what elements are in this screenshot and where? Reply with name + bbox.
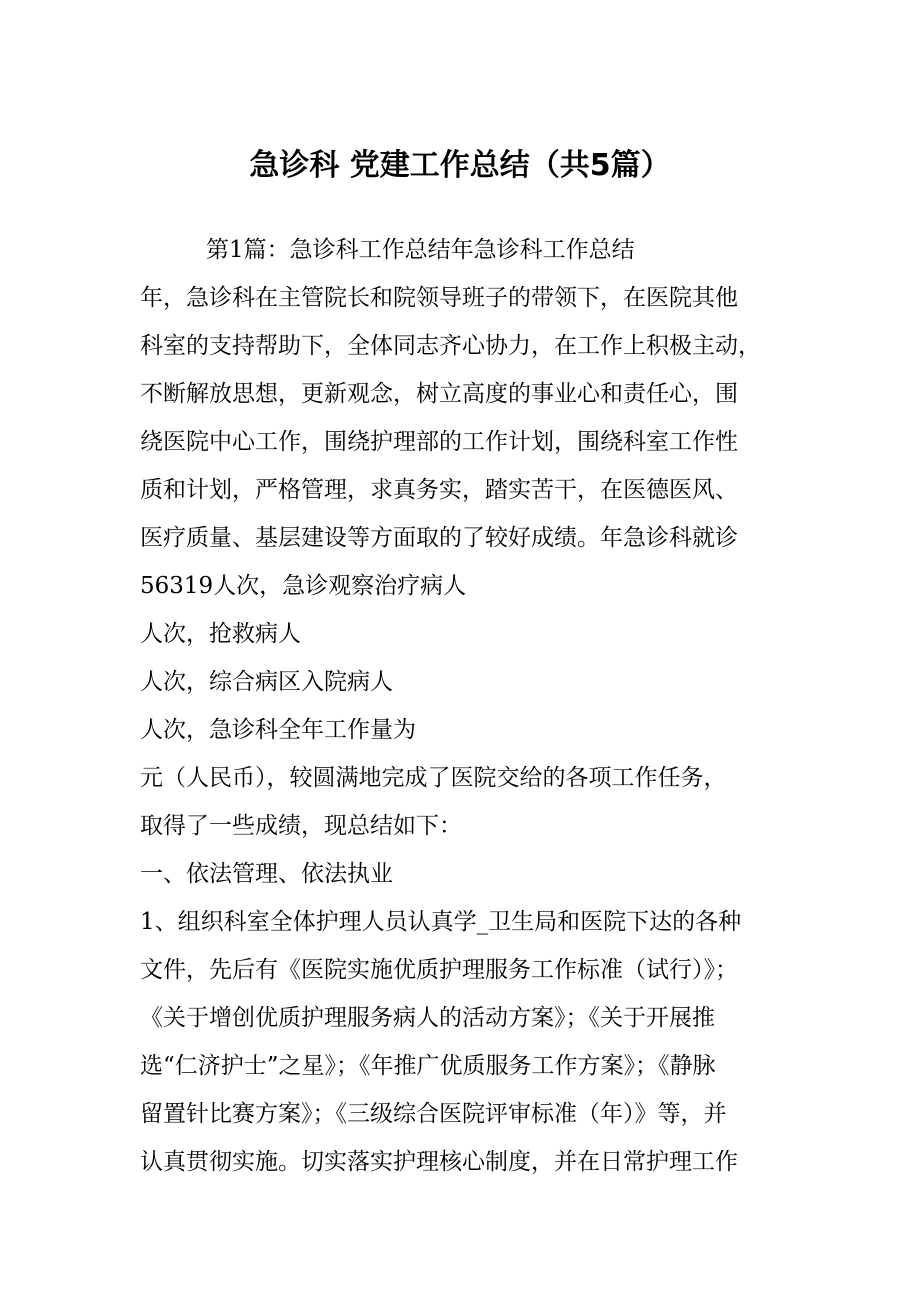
paragraph-line: 《关于增创优质护理服务病人的活动方案》；《关于开展推 (140, 1005, 715, 1031)
paragraph-line: 56319人次，急诊观察治疗病人 (140, 573, 467, 599)
paragraph-line: 年，急诊科在主管院长和院领导班子的带领下，在医院其他 (140, 285, 738, 311)
paragraph-line: 1、组织科室全体护理人员认真学_卫生局和医院下达的各种 (140, 909, 742, 935)
paragraph-line: 人次，抢救病人 (140, 621, 301, 647)
paragraph-line: 文件，先后有《医院实施优质护理服务工作标准（试行）》； (140, 957, 738, 983)
paragraph-line: 取得了一些成绩，现总结如下： (140, 813, 462, 839)
paragraph-line: 质和计划，严格管理，求真务实，踏实苦干，在医德医风、 (140, 477, 738, 503)
section-heading: 一、依法管理、依法执业 (140, 861, 393, 887)
paragraph-line: 人次，急诊科全年工作量为 (140, 717, 416, 743)
document-title: 急诊科 党建工作总结（共5篇） (249, 148, 671, 183)
document-body (140, 226, 790, 1186)
section-heading: 第1篇：急诊科工作总结年急诊科工作总结 (206, 237, 635, 263)
paragraph-line: 科室的支持帮助下，全体同志齐心协力，在工作上积极主动， (140, 333, 761, 359)
paragraph-line: 人次，综合病区入院病人 (140, 669, 393, 695)
paragraph-line: 选“仁济护士”之星》；《年推广优质服务工作方案》；《静脉 (140, 1053, 716, 1079)
paragraph-line: 绕医院中心工作，围绕护理部的工作计划，围绕科室工作性 (140, 429, 738, 455)
paragraph-line: 认真贯彻实施。切实落实护理核心制度，并在日常护理工作 (140, 1149, 738, 1175)
paragraph-line: 不断解放思想，更新观念，树立高度的事业心和责任心，围 (140, 381, 738, 407)
paragraph-line: 元（人民币），较圆满地完成了医院交给的各项工作任务， (140, 765, 727, 791)
paragraph-line: 留置针比赛方案》；《三级综合医院评审标准（年）》等，并 (140, 1101, 727, 1127)
paragraph-line: 医疗质量、基层建设等方面取的了较好成绩。年急诊科就诊 (140, 525, 738, 551)
